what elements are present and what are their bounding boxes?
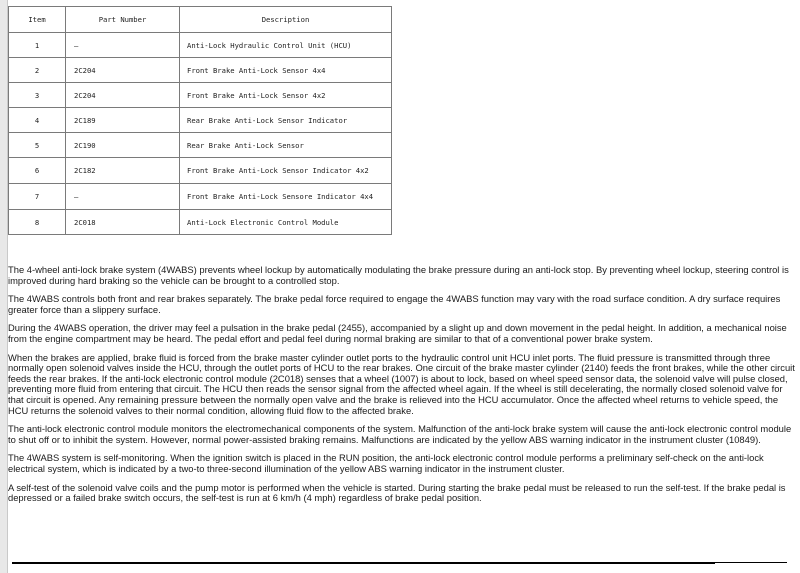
header-item: Item [9, 7, 66, 33]
paragraph: The 4WABS system is self-monitoring. When the ignition switch is placed in the RUN position, the anti-lock electronic control module performs a preliminary self-check on the anti-lock electrical system, which is indicated by a two-to three-second illumination of the yellow ABS warning indicator in the instrument cluster. [8, 452, 764, 474]
paragraph: A self-test of the solenoid valve coils and the pump motor is performed when the vehicle is started. During starting the brake pedal must be released to run the self-test. If the brake pedal is depressed or a failed brake switch occurs, the self-test is run at 6 km/h (4 mph) regardless of brake pedal position. [8, 481, 786, 504]
part-number-cell: 2C182 [66, 158, 180, 184]
footer-divider-tail [715, 562, 787, 563]
item-cell: 7 [9, 184, 66, 210]
item-cell: 1 [9, 33, 66, 58]
part-number-cell: 2C018 [66, 210, 180, 235]
header-part-number: Part Number [66, 7, 180, 33]
part-number-cell: 2C204 [66, 58, 180, 83]
table-row [9, 210, 392, 235]
part-number-cell: 2C190 [66, 133, 180, 158]
description-cell: Anti-Lock Hydraulic Control Unit (HCU) [180, 33, 392, 58]
item-cell: 6 [9, 158, 66, 184]
description-cell: Anti-Lock Electronic Control Module [180, 210, 392, 235]
part-number-cell: — [66, 184, 180, 210]
table-row [9, 58, 392, 83]
part-number-cell: 2C189 [66, 108, 180, 133]
paragraph: The anti-lock electronic control module monitors the electromechanical components of the system. Malfunction of the anti-lock brake system will cause the anti-lock electronic control module to shut off or to inhibit the system. However, normal power-assisted braking remains. Malfunctions are indicated by the yellow ABS warning indicator in the instrument cluster (10849). [8, 423, 792, 445]
part-number-cell: 2C204 [66, 83, 180, 108]
item-cell: 4 [9, 108, 66, 133]
table-row [9, 184, 392, 210]
table-row [9, 133, 392, 158]
table-row [9, 83, 392, 108]
paragraph: The 4WABS controls both front and rear brakes separately. The brake pedal force required to engage the 4WABS function may vary with the road surface condition. A dry surface requires greater force than a slippery surface. [8, 293, 781, 315]
paragraph: The 4-wheel anti-lock brake system (4WABS) prevents wheel lockup by automatically modulating the brake pressure during an anti-lock stop. By preventing wheel lockup, steering control is improved during hard braking so the vehicle can be brought to a controlled stop. [8, 264, 789, 286]
header-description: Description [180, 7, 392, 33]
table-row [9, 108, 392, 133]
table-row [9, 33, 392, 58]
table-row [9, 158, 392, 184]
description-body [8, 265, 796, 512]
description-cell: Front Brake Anti-Lock Sensor 4x2 [180, 83, 392, 108]
item-cell: 5 [9, 133, 66, 158]
item-cell: 8 [9, 210, 66, 235]
description-cell: Rear Brake Anti-Lock Sensor [180, 133, 392, 158]
description-cell: Rear Brake Anti-Lock Sensor Indicator [180, 108, 392, 133]
left-scroll-track[interactable] [0, 0, 8, 573]
item-cell: 3 [9, 83, 66, 108]
table-header-row [9, 7, 392, 33]
parts-table [8, 6, 392, 235]
part-number-cell: — [66, 33, 180, 58]
paragraph: During the 4WABS operation, the driver may feel a pulsation in the brake pedal (2455), accompanied by a slight up and down movement in the pedal height. In addition, a mechanical noise from the engine compartment may be heard. The pedal effort and pedal feel during normal braking are similar to that of a conventional power brake system. [8, 322, 787, 344]
footer-divider [12, 562, 715, 564]
description-cell: Front Brake Anti-Lock Sensor Indicator 4x2 [180, 158, 392, 184]
item-cell: 2 [9, 58, 66, 83]
description-cell: Front Brake Anti-Lock Sensore Indicator 4x4 [180, 184, 392, 210]
paragraph: When the brakes are applied, brake fluid is forced from the brake master cylinder outlet ports to the hydraulic control unit HCU inlet ports. The fluid pressure is transmitted through three normally open solenoid valves inside the HCU, through the outlet ports of HCU to the rear brakes. One circuit of the brake master cylinder (2140) feeds the front brakes, while the other circuit feeds the rear brakes. If the anti-lock electronic control module (2C018) senses that a wheel (1007) is about to lock, based on wheel speed sensor data, the solenoid valve will pulse closed, preventing more fluid from entering that circuit. The HCU then reads the sensor signal from the affected wheel again. If the wheel is still decelerating, the normally closed solenoid valve for that circuit is opened. Any remaining pressure between the normally open valve and the brake is relieved into the HCU accumulator. Once the affected wheel returns to vehicle speed, the HCU returns the solenoid valves to their normal condition, allowing fluid flow to the affected brake. [8, 351, 795, 416]
description-cell: Front Brake Anti-Lock Sensor 4x4 [180, 58, 392, 83]
